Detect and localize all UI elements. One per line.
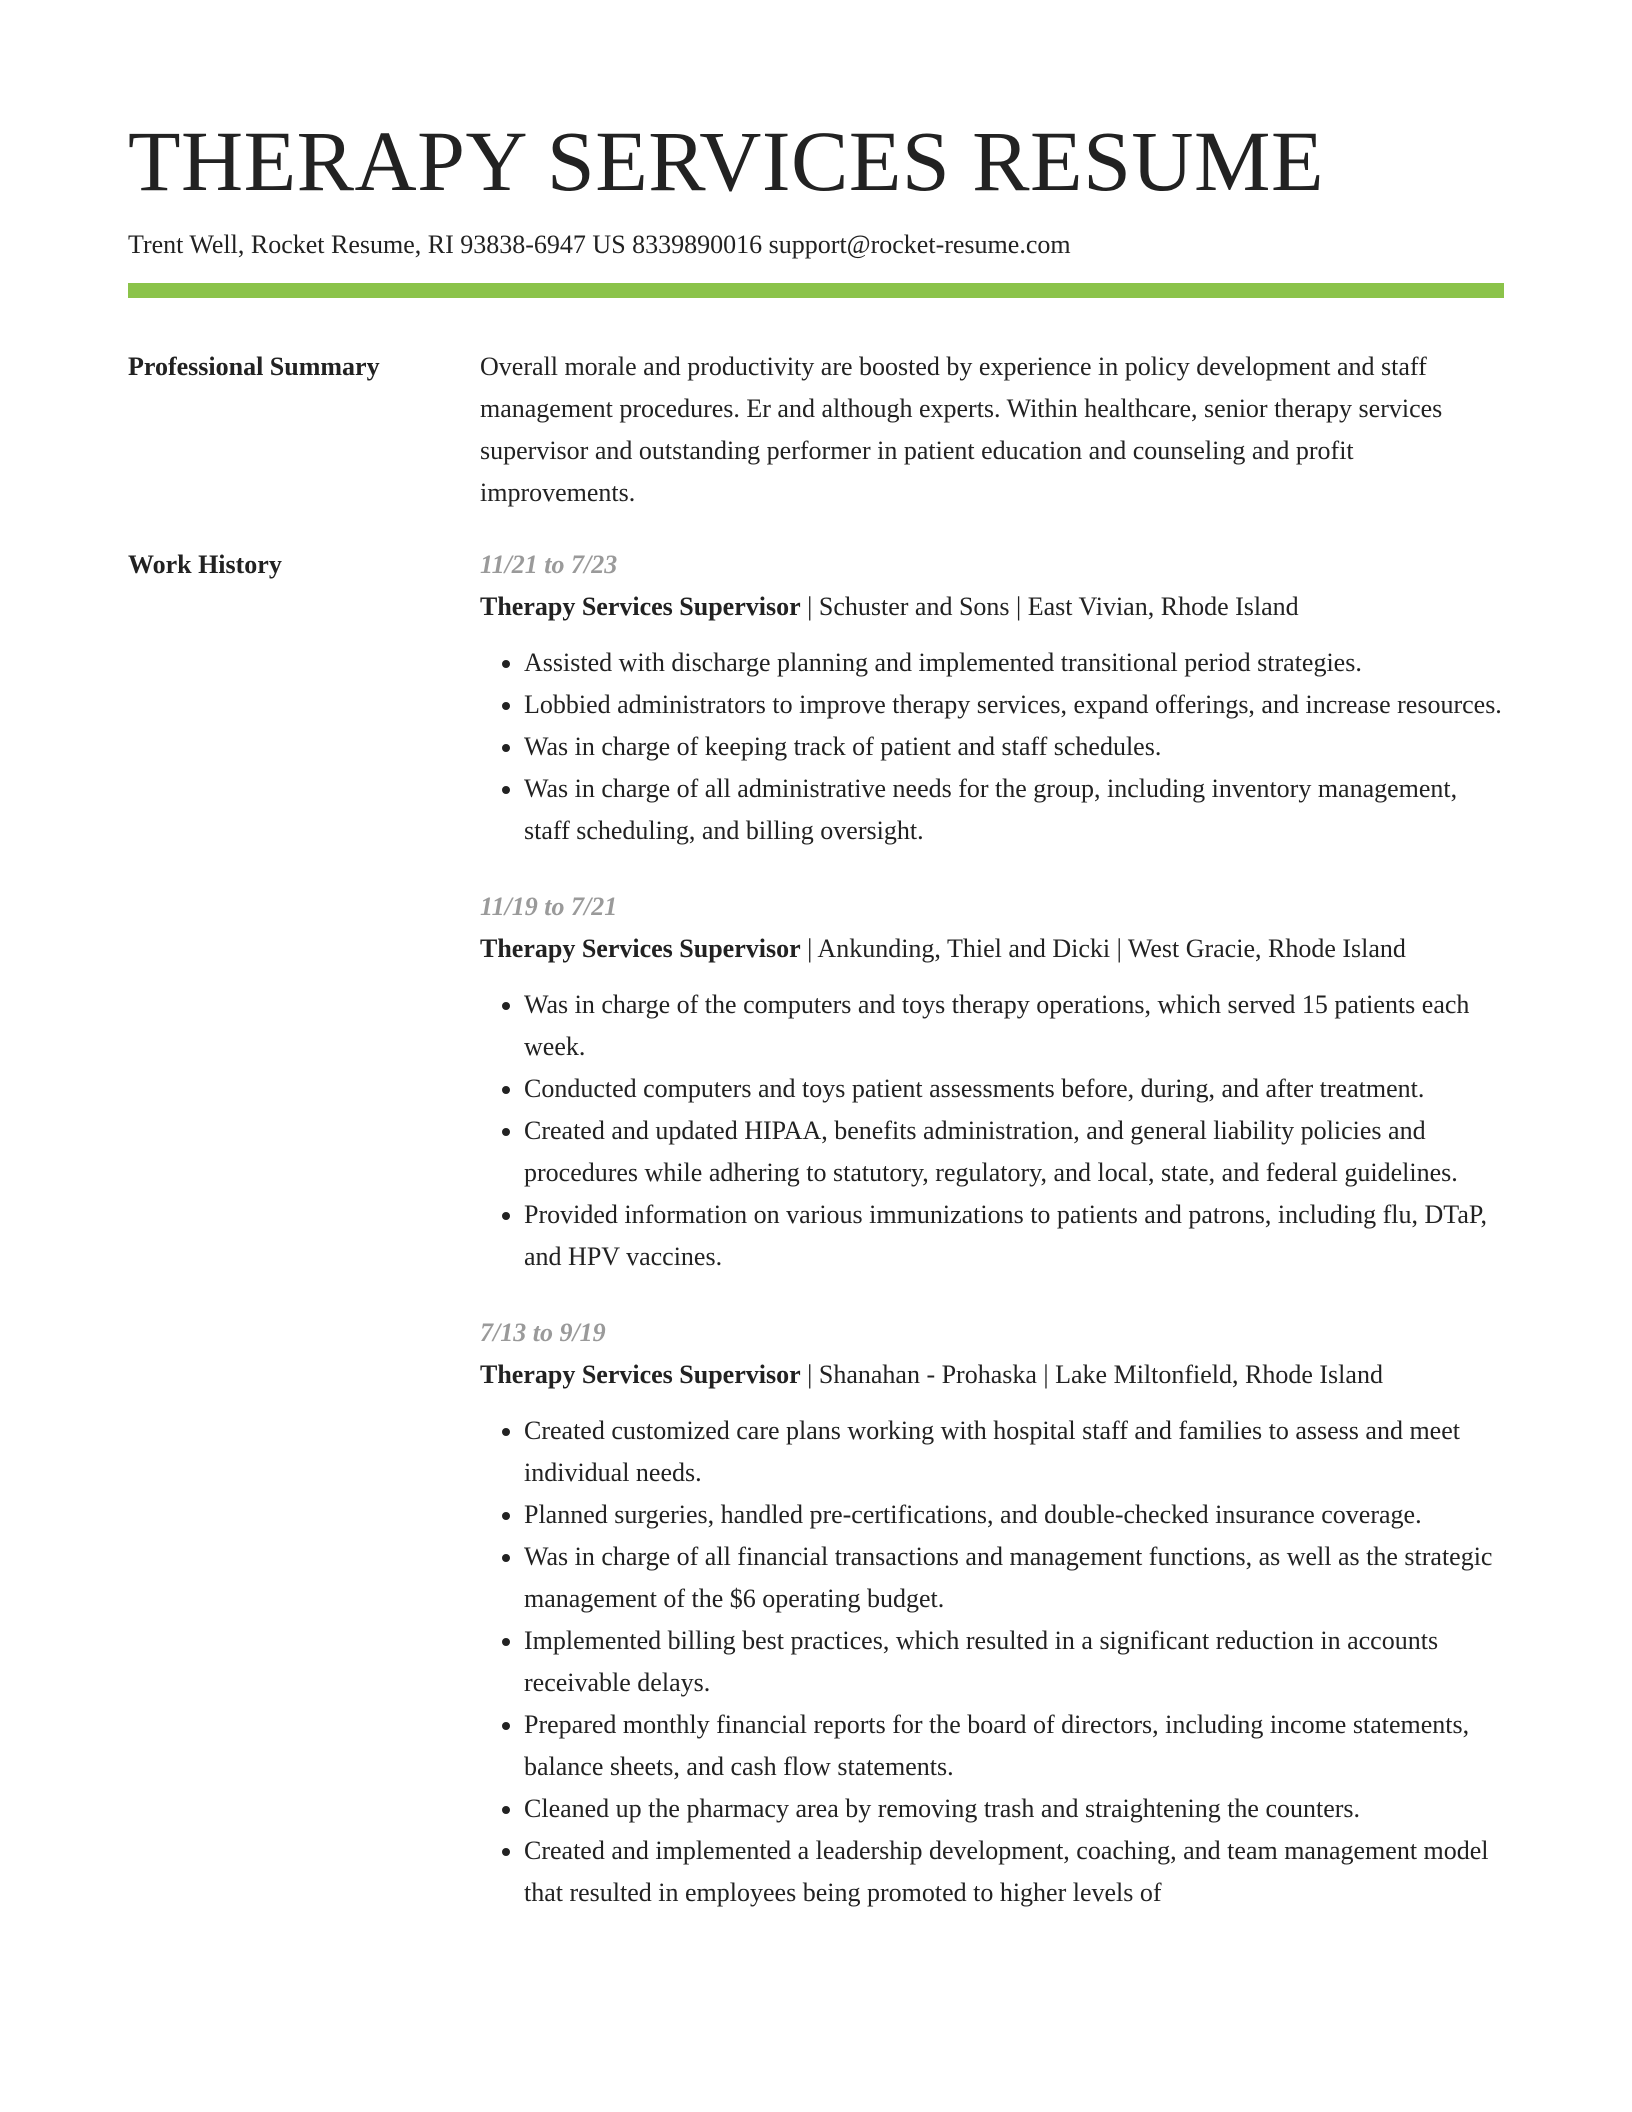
job-entry — [480, 886, 1504, 1278]
job-bullet-list — [480, 1410, 1504, 1914]
job-bullet: • Implemented billing best practices, which resulted in a significant reduction in accounts receivable delays. — [524, 1620, 1504, 1704]
section-label-professional-summary: Professional Summary — [128, 351, 380, 381]
work-history-section — [128, 544, 1504, 1948]
job-bullet: • Was in charge of keeping track of patient and staff schedules. — [524, 726, 1504, 768]
job-bullet: • Created customized care plans working with hospital staff and families to assess and meet individual needs. — [524, 1410, 1504, 1494]
job-employer-location: | Shanahan - Prohaska | Lake Miltonfield, Rhode Island — [800, 1359, 1383, 1389]
job-bullet: • Created and updated HIPAA, benefits administration, and general liability policies and procedures while adhering to statutory, regulatory, and local, state, and federal guidelines. — [524, 1110, 1504, 1194]
job-employer-location: | Schuster and Sons | East Vivian, Rhode Island — [800, 591, 1299, 621]
job-dates: 7/13 to 9/19 — [480, 1317, 606, 1347]
job-dates: 11/21 to 7/23 — [480, 549, 618, 579]
job-bullet: • Was in charge of the computers and toys therapy operations, which served 15 patients each week. — [524, 984, 1504, 1068]
job-bullet: • Was in charge of all administrative needs for the group, including inventory management, staff scheduling, and billing oversight. — [524, 768, 1504, 852]
job-bullet-list — [480, 984, 1504, 1278]
contact-line: Trent Well, Rocket Resume, RI 93838-6947 US 8339890016 support@rocket-resume.com — [128, 230, 1071, 259]
resume-title: THERAPY SERVICES RESUME — [128, 113, 1325, 209]
job-title-line — [480, 928, 1504, 970]
job-bullet: • Provided information on various immunizations to patients and patrons, including flu, DTaP, and HPV vaccines. — [524, 1194, 1504, 1278]
section-label-work-history: Work History — [128, 549, 282, 579]
job-entry — [480, 1312, 1504, 1914]
job-role: Therapy Services Supervisor — [480, 933, 801, 963]
job-employer-location: | Ankunding, Thiel and Dicki | West Gracie, Rhode Island — [800, 933, 1406, 963]
resume-page — [128, 113, 1504, 1948]
job-bullet: • Conducted computers and toys patient assessments before, during, and after treatment. — [524, 1068, 1504, 1110]
job-dates: 11/19 to 7/21 — [480, 891, 618, 921]
job-bullet-list — [480, 642, 1504, 852]
job-bullet: • Lobbied administrators to improve therapy services, expand offerings, and increase resources. — [524, 684, 1504, 726]
job-entry — [480, 544, 1504, 852]
header-accent-rule — [128, 283, 1504, 298]
job-role: Therapy Services Supervisor — [480, 1359, 801, 1389]
job-bullet: • Prepared monthly financial reports for the board of directors, including income statements, balance sheets, and cash flow statements. — [524, 1704, 1504, 1788]
professional-summary-body — [480, 346, 1504, 514]
job-bullet: • Assisted with discharge planning and implemented transitional period strategies. — [524, 642, 1504, 684]
professional-summary-section — [128, 346, 1504, 514]
job-bullet: • Cleaned up the pharmacy area by removing trash and straightening the counters. — [524, 1788, 1504, 1830]
job-bullet: • Planned surgeries, handled pre-certifications, and double-checked insurance coverage. — [524, 1494, 1504, 1536]
work-history-body — [480, 544, 1504, 1948]
job-bullet: • Was in charge of all financial transactions and management functions, as well as the strategic management of the $6 operating budget. — [524, 1536, 1504, 1620]
job-title-line — [480, 586, 1504, 628]
job-bullet: • Created and implemented a leadership development, coaching, and team management model that resulted in employees being promoted to higher levels of — [524, 1830, 1504, 1914]
job-role: Therapy Services Supervisor — [480, 591, 801, 621]
professional-summary-text: Overall morale and productivity are boosted by experience in policy development and staff management procedures. Er and although experts. Within healthcare, senior therapy services supervisor and outstanding performer in patient education and counseling and profit improvements. — [480, 351, 1443, 507]
job-title-line — [480, 1354, 1504, 1396]
